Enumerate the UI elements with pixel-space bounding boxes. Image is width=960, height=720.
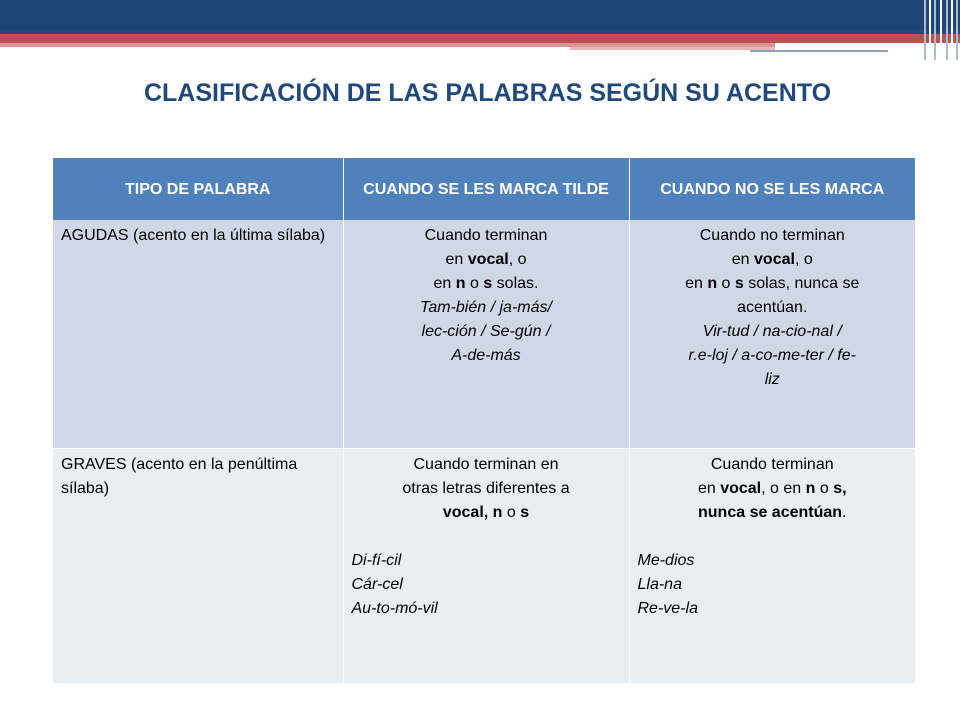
agudas-tilde-line3: en n o s solas.: [433, 275, 539, 292]
agudas-tilde-line1: Cuando terminan: [424, 227, 548, 244]
header-pink-accent: [570, 47, 775, 50]
agudas-notilde-cell: [629, 220, 915, 449]
graves-notilde-cell: [629, 449, 915, 684]
graves-tilde-line2: otras letras diferentes a: [402, 480, 570, 497]
header-without-tilde: CUANDO NO SE LES MARCA: [629, 158, 915, 220]
graves-notilde-example2: Lla-na: [637, 576, 682, 593]
agudas-notilde-example1: Vir-tud / na-cio-nal /: [702, 323, 842, 340]
graves-notilde-example3: Re-ve-la: [637, 600, 698, 617]
graves-tilde-line1: Cuando terminan en: [413, 456, 559, 473]
agudas-tilde-cell: [343, 220, 629, 449]
agudas-tilde-example3: A-de-más: [451, 347, 521, 364]
agudas-notilde-example2: r.e-loj / a-co-me-ter / fe-: [688, 347, 856, 364]
graves-notilde-line2: en vocal, o en n o s,: [697, 480, 847, 497]
graves-type-cell: GRAVES (acento en la penúltima sílaba): [53, 449, 343, 684]
header-with-tilde: CUANDO SE LES MARCA TILDE: [343, 158, 629, 220]
header-stripes: [920, 0, 960, 60]
agudas-type-cell: AGUDAS (acento en la última sílaba): [53, 220, 343, 449]
agudas-notilde-line4: acentúan.: [737, 299, 808, 316]
graves-notilde-line1: Cuando terminan: [710, 456, 834, 473]
header-accent-line: [750, 50, 888, 52]
agudas-notilde-line3: en n o s solas, nunca se: [685, 275, 860, 292]
agudas-notilde-line2: en vocal, o: [731, 251, 813, 268]
header-red-band: [0, 34, 960, 43]
agudas-tilde-example2: lec-ción / Se-gún /: [421, 323, 551, 340]
graves-tilde-cell: [343, 449, 629, 684]
table-row-graves: [53, 449, 915, 684]
graves-tilde-example1: Di-fí-cil: [351, 552, 402, 569]
agudas-tilde-line2: en vocal, o: [445, 251, 527, 268]
accent-classification-table: [53, 158, 915, 683]
graves-tilde-line3: vocal, n o s: [442, 504, 530, 521]
table-header-row: [53, 158, 915, 220]
graves-notilde-example1: Me-dios: [637, 552, 695, 569]
slide-title: CLASIFICACIÓN DE LAS PALABRAS SEGÚN SU ACENTO: [143, 79, 832, 107]
agudas-notilde-example3: liz: [764, 371, 780, 388]
header-word-type: TIPO DE PALABRA: [53, 158, 343, 220]
agudas-tilde-example1: Tam-bién / ja-más/: [420, 299, 552, 316]
table-row-agudas: [53, 220, 915, 449]
graves-tilde-example2: Cár-cel: [351, 576, 403, 593]
graves-notilde-line3: nunca se acentúan.: [698, 504, 847, 521]
header-band: [0, 0, 960, 30]
graves-tilde-example3: Au-to-mó-vil: [351, 600, 438, 617]
agudas-notilde-line1: Cuando no terminan: [699, 227, 845, 244]
